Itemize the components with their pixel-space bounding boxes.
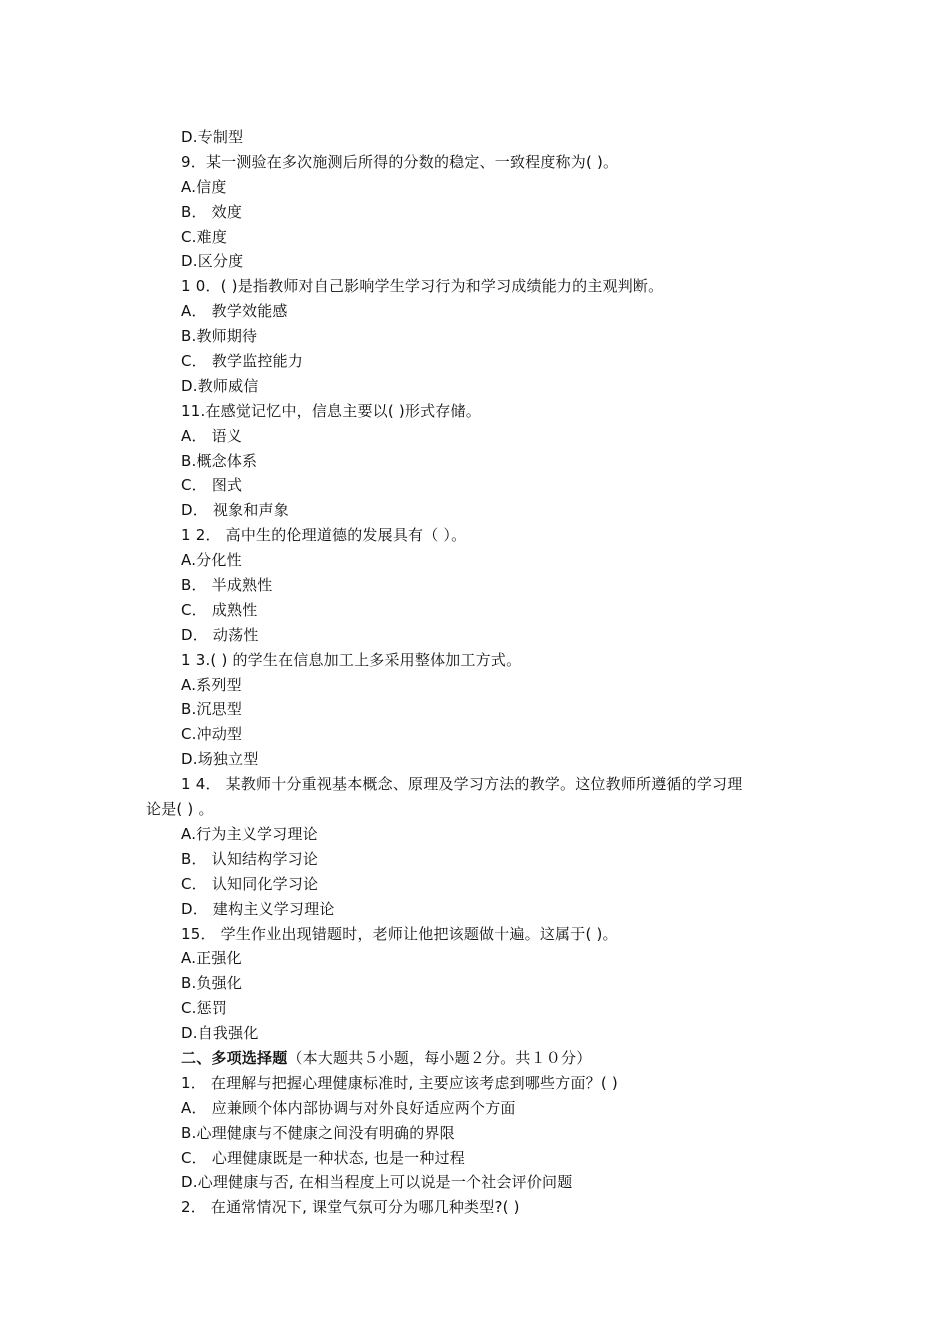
text-line: 9．某一测验在多次施测后所得的分数的稳定、一致程度称为( )。: [181, 152, 619, 171]
text-line: D.区分度: [181, 252, 244, 271]
text-line: D.场独立型: [181, 750, 259, 769]
text-line: C． 心理健康既是一种状态, 也是一种过程: [181, 1148, 465, 1167]
text-line: A.系列型: [181, 675, 242, 694]
text-line: B.心理健康与不健康之间没有明确的界限: [181, 1123, 455, 1142]
section-heading-line: [146, 1046, 826, 1071]
text-line: C． 认知同化学习论: [181, 874, 319, 893]
text-line: C． 图式: [181, 476, 243, 495]
text-line: C． 成熟性: [181, 600, 258, 619]
text-line: 15． 学生作业出现错题时，老师让他把该题做十遍。这属于( )。: [181, 924, 618, 943]
text-line: 1 3.( ) 的学生在信息加工上多采用整体加工方式。: [181, 650, 522, 669]
text-line: B.概念体系: [181, 451, 258, 470]
text-line: B.教师期待: [181, 327, 258, 346]
text-line: B． 半成熟性: [181, 576, 273, 595]
text-line: A.分化性: [181, 551, 242, 570]
exam-content: [146, 125, 826, 1220]
text-line: A． 语义: [181, 426, 243, 445]
text-line: 2． 在通常情况下, 课堂气氛可分为哪几种类型?( ): [181, 1198, 520, 1217]
text-line: D.教师威信: [181, 376, 259, 395]
text-line: 1 4． 某教师十分重视基本概念、原理及学习方法的教学。这位教师所遵循的学习理: [181, 775, 743, 794]
text-line: D.自我强化: [181, 1024, 259, 1043]
single-choice-block: [146, 125, 826, 1046]
text-line: 1 2． 高中生的伦理道德的发展具有（ ）。: [181, 526, 467, 545]
text-line: 11.在感觉记忆中，信息主要以( )形式存储。: [181, 401, 481, 420]
text-line: A． 教学效能感: [181, 302, 288, 321]
text-line: A． 应兼顾个体内部协调与对外良好适应两个方面: [181, 1098, 516, 1117]
text-line: D． 视象和声象: [181, 501, 289, 520]
text-line: A.正强化: [181, 949, 242, 968]
section-heading: 二、多项选择题: [181, 1048, 288, 1067]
text-line: C.难度: [181, 227, 228, 246]
text-line: D． 建构主义学习理论: [181, 899, 335, 918]
text-line: 1 0．( )是指教师对自己影响学生学习行为和学习成绩能力的主观判断。: [181, 277, 664, 296]
text-line: C． 教学监控能力: [181, 352, 304, 371]
text-line: B． 认知结构学习论: [181, 849, 319, 868]
text-line: B.沉思型: [181, 700, 243, 719]
text-line: 论是( ) 。: [146, 800, 214, 819]
text-line: B． 效度: [181, 202, 243, 221]
text-line: A.信度: [181, 177, 227, 196]
text-line: C.冲动型: [181, 725, 243, 744]
text-line: 1． 在理解与把握心理健康标准时, 主要应该考虑到哪些方面？( ): [181, 1073, 618, 1092]
text-line: A.行为主义学习理论: [181, 824, 318, 843]
multiple-choice-block: [146, 1071, 826, 1220]
text-line: C.惩罚: [181, 999, 228, 1018]
text-line: D.心理健康与否, 在相当程度上可以说是一个社会评价问题: [181, 1173, 573, 1192]
text-line: B.负强化: [181, 974, 243, 993]
section-note: （本大题共５小题，每小题２分。共１０分）: [287, 1048, 592, 1067]
text-line: D.专制型: [181, 128, 244, 146]
text-line: D． 动荡性: [181, 625, 259, 644]
